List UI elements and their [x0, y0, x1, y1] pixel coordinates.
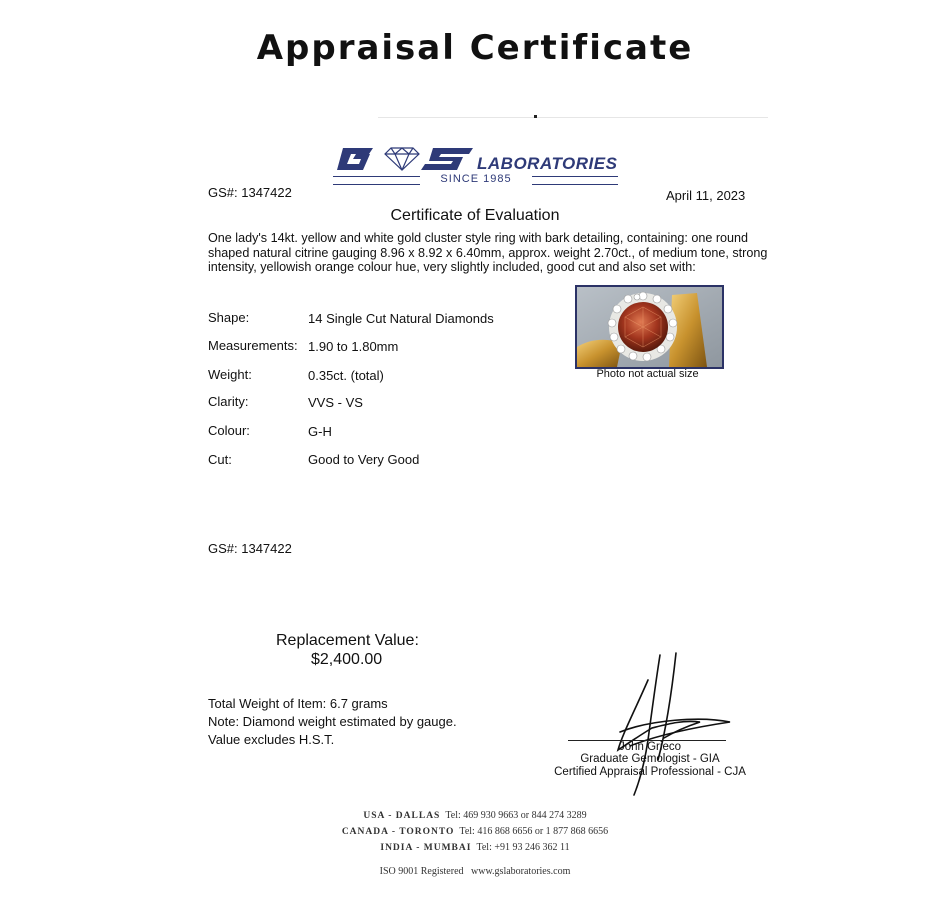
spec-label: Clarity:: [208, 394, 249, 409]
item-description: One lady's 14kt. yellow and white gold cluster style ring with bark detailing, containing: one round shaped natural citrine gauging 8.96 x 8.92 x 6.40mm, approx. weight 2.70ct., of medium tone, strong intensity, yellowish orange colour hue, very slightly included, good cut and also set with:: [208, 231, 768, 274]
footer-region: INDIA - MUMBAI: [380, 843, 472, 853]
footer-india: [0, 842, 950, 853]
footer-canada: [0, 826, 950, 837]
logo-laboratories-text: LABORATORIES: [477, 154, 618, 173]
signer-title-cja: Certified Appraisal Professional - CJA: [554, 766, 746, 778]
gs-number-bottom: GS#: 1347422: [208, 541, 292, 556]
divider: [378, 117, 768, 118]
replacement-value: $2,400.00: [311, 651, 383, 668]
page-title: Appraisal Certificate: [256, 28, 694, 68]
spec-label: Measurements:: [208, 338, 298, 353]
footer-usa: [0, 810, 950, 821]
ring-photo: [575, 285, 724, 369]
divider-dot: [534, 115, 537, 118]
replacement-value-label: Replacement Value:: [276, 632, 419, 649]
spec-label: Colour:: [208, 423, 250, 438]
footer-region: CANADA - TORONTO: [341, 827, 455, 837]
tax-note: Value excludes H.S.T.: [208, 732, 335, 747]
gs-number: GS#: 1347422: [208, 185, 292, 200]
ring-photo-drawing: [577, 287, 722, 367]
footer-iso-text: ISO 9001 Registered: [379, 866, 464, 877]
spec-label: Cut:: [208, 452, 232, 467]
spec-value: 1.90 to 1.80mm: [308, 339, 399, 354]
spec-value: G-H: [308, 424, 332, 439]
spec-value: 0.35ct. (total): [308, 368, 384, 383]
spec-value: VVS - VS: [308, 395, 363, 410]
total-weight: Total Weight of Item: 6.7 grams: [208, 696, 388, 711]
signer-name: John Grieco: [618, 741, 681, 753]
footer-website[interactable]: www.gslaboratories.com: [471, 866, 571, 877]
photo-caption: Photo not actual size: [596, 368, 699, 380]
footer-tel: Tel: +91 93 246 362 11: [476, 842, 570, 853]
footer-iso: [0, 866, 950, 877]
spec-value: Good to Very Good: [308, 452, 420, 467]
footer-tel: Tel: 469 930 9663 or 844 274 3289: [445, 810, 587, 821]
certificate-date: April 11, 2023: [666, 188, 746, 203]
signer-title-gia: Graduate Gemologist - GIA: [580, 753, 720, 765]
spec-label: Weight:: [208, 367, 252, 382]
spec-label: Shape:: [208, 310, 250, 325]
footer-tel: Tel: 416 868 6656 or 1 877 868 6656: [459, 826, 609, 837]
certificate-title: Certificate of Evaluation: [390, 207, 560, 224]
diamond-weight-note: Note: Diamond weight estimated by gauge.: [208, 714, 457, 729]
logo-since: SINCE 1985: [420, 173, 532, 185]
spec-value: 14 Single Cut Natural Diamonds: [308, 311, 494, 326]
footer-region: USA - DALLAS: [363, 811, 441, 821]
